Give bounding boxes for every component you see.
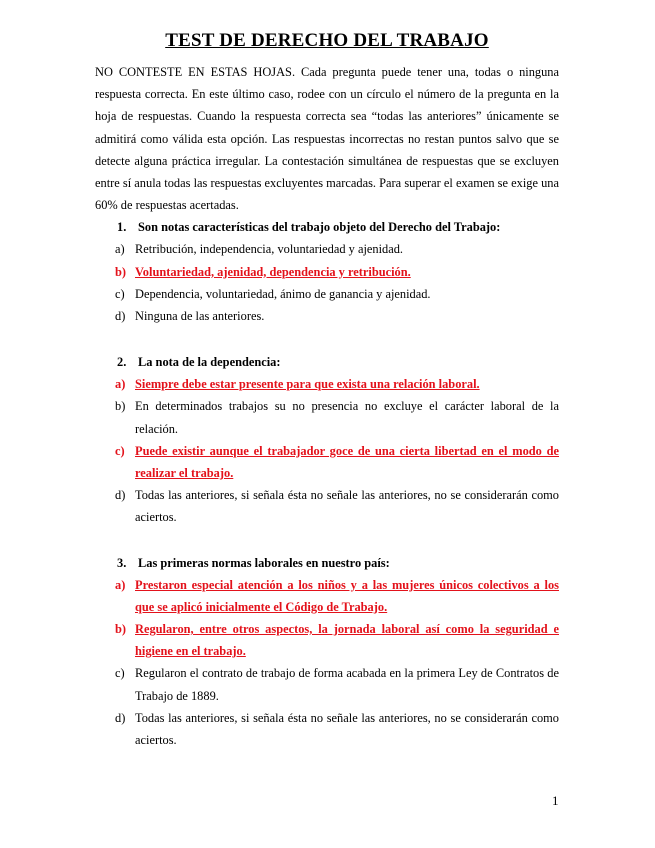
option-text: Prestaron especial atención a los niños y a las mujeres únicos colectivos a los que se aplicó inicialmente el Código de Trabajo. bbox=[135, 577, 559, 614]
option-letter: c) bbox=[115, 443, 125, 458]
option-text: Dependencia, voluntariedad, ánimo de ganancia y ajenidad. bbox=[135, 286, 431, 301]
question-number: 3. bbox=[117, 555, 127, 570]
option-c bbox=[117, 662, 559, 706]
option-text: En determinados trabajos su no presencia no excluye el carácter laboral de la relación. bbox=[135, 399, 559, 436]
option-d bbox=[117, 707, 559, 751]
option-c bbox=[117, 283, 559, 305]
option-text: Todas las anteriores, si señala ésta no señale las anteriores, no se considerarán como aciertos. bbox=[135, 710, 559, 748]
option-text: Regularon el contrato de trabajo de forma acabada en la primera Ley de Contratos de Trabajo de 1889. bbox=[135, 666, 559, 703]
option-a bbox=[117, 238, 559, 260]
question-heading bbox=[117, 552, 559, 574]
option-letter: b) bbox=[115, 622, 127, 637]
document-title: TEST DE DERECHO DEL TRABAJO bbox=[165, 30, 489, 51]
question-number: 2. bbox=[117, 355, 127, 370]
question-text: Las primeras normas laborales en nuestro país: bbox=[138, 555, 390, 570]
instructions-paragraph: NO CONTESTE EN ESTAS HOJAS. Cada pregunta puede tener una, todas o ninguna respuesta correcta. En este último caso, rodee con un círculo el número de la pregunta en la hoja de respuestas. Cuando la respuesta correcta sea “todas las anteriores” únicamente se admitirá como válida esta opción. Las respuestas incorrectas no restan puntos salvo que se detecte alguna práctica irregular. La contestación simultánea de respuestas que se excluyen entre sí anula todas las respuestas excluyentes marcadas. Para superar el examen se exige una 60% de respuestas acertadas. bbox=[95, 65, 559, 213]
spacer bbox=[95, 529, 559, 552]
document-page bbox=[95, 30, 559, 751]
option-letter: d) bbox=[115, 710, 126, 725]
option-letter: c) bbox=[115, 286, 125, 301]
question-1 bbox=[95, 216, 559, 327]
option-text: Puede existir aunque el trabajador goce de una cierta libertad en el modo de realizar el trabajo. bbox=[135, 443, 559, 481]
spacer bbox=[95, 327, 559, 351]
question-number: 1. bbox=[117, 220, 127, 235]
page-number: 1 bbox=[552, 793, 559, 808]
option-a-correct bbox=[117, 574, 559, 618]
option-letter: d) bbox=[115, 309, 126, 324]
options-list bbox=[117, 574, 559, 752]
option-text: Ninguna de las anteriores. bbox=[135, 309, 265, 324]
option-b-correct bbox=[117, 261, 559, 283]
option-letter: b) bbox=[115, 399, 126, 414]
option-d bbox=[117, 305, 559, 327]
option-b bbox=[117, 395, 559, 439]
option-letter: d) bbox=[115, 488, 126, 503]
option-letter: c) bbox=[115, 666, 125, 681]
options-list bbox=[117, 373, 559, 528]
option-text: Retribución, independencia, voluntariedad y ajenidad. bbox=[135, 242, 404, 257]
options-list bbox=[117, 238, 559, 327]
option-letter: a) bbox=[115, 242, 125, 257]
question-heading bbox=[117, 216, 559, 238]
question-text: La nota de la dependencia: bbox=[138, 355, 281, 370]
question-text: Son notas características del trabajo objeto del Derecho del Trabajo: bbox=[138, 220, 501, 235]
question-heading bbox=[117, 351, 559, 373]
option-b-correct bbox=[117, 618, 559, 662]
option-d bbox=[117, 484, 559, 528]
option-c-correct bbox=[117, 440, 559, 484]
option-text: Siempre debe estar presente para que exista una relación laboral. bbox=[135, 377, 480, 392]
option-letter: a) bbox=[115, 377, 126, 392]
question-3 bbox=[95, 552, 559, 752]
option-text: Regularon, entre otros aspectos, la jornada laboral así como la seguridad e higiene en el trabajo. bbox=[135, 622, 559, 659]
option-letter: b) bbox=[115, 264, 127, 279]
question-2 bbox=[95, 351, 559, 528]
option-text: Voluntariedad, ajenidad, dependencia y retribución. bbox=[135, 264, 411, 279]
option-a-correct bbox=[117, 373, 559, 395]
option-text: Todas las anteriores, si señala ésta no señale las anteriores, no se considerarán como aciertos. bbox=[135, 488, 559, 525]
option-letter: a) bbox=[115, 577, 126, 592]
